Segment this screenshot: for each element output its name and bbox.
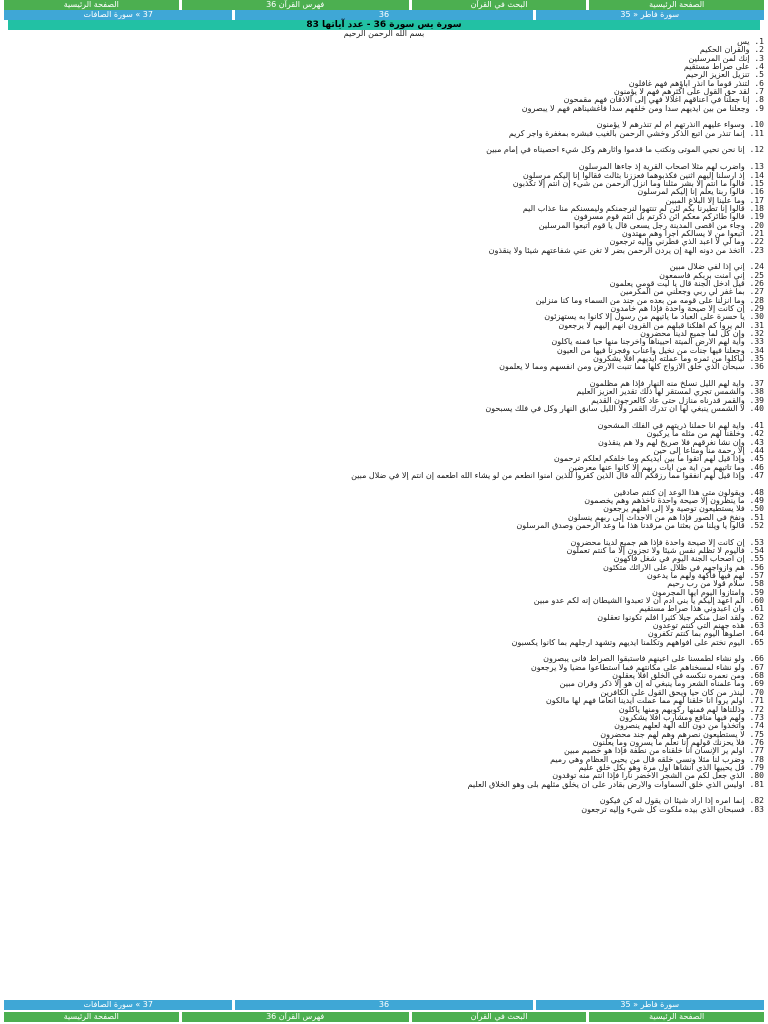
verse-6 [8, 80, 764, 88]
verse-text: قيل ادخل الجنة قال يا ليت قومي يعلمون [609, 279, 745, 288]
verse-text: قالوا طائركم معكم أئن ذكرتم بل أنتم قوم مسرفون [573, 213, 745, 222]
verse-text: فسبحان الذي بيده ملكوت كل شيء وإليه ترجعون [581, 805, 745, 814]
verse-text: فلا يستطيعون توصية ولا إلى أهلهم يرجعون [603, 505, 745, 514]
next-sura-name: سورة فاطر [640, 10, 680, 19]
verse-text: لا يستطيعون نصرهم وهم لهم جند محضرون [600, 730, 745, 739]
verse-text: اتبعوا من لا يسألكم أجرا وهم مهتدون [621, 229, 745, 238]
verse-5 [8, 71, 764, 79]
verse-number: 14. [744, 171, 764, 180]
verse-number: 1. [749, 38, 764, 46]
verse-71 [8, 697, 764, 705]
verse-text: وجعلنا من بين أيديهم سدا ومن خلفهم سدا فأغشيناهم فهم لا يبصرون [521, 104, 750, 113]
verse-27 [8, 288, 764, 296]
verse-73 [8, 714, 764, 722]
verse-10 [8, 121, 764, 129]
verse-number: 19. [744, 213, 764, 222]
current-sura-number: 36 [235, 10, 532, 20]
verse-number: 65. [744, 638, 764, 647]
verse-48 [8, 489, 764, 497]
sura-title: سورة يس سورة 36 - عدد آياتها 83 [8, 20, 760, 30]
verse-text: قالوا إنا تطيرنا بكم لئن لم تنتهوا لنرجمنكم وليمسنكم منا عذاب أليم [522, 204, 745, 213]
verse-64 [8, 630, 764, 638]
verse-number: 54. [744, 546, 764, 555]
verse-text: إني إذا لفي ضلال مبين [669, 263, 745, 272]
verse-number: 53. [744, 538, 764, 547]
search-quran-link-bottom[interactable]: البحث في القرآن [412, 1012, 587, 1022]
verse-text: والشمس تجري لمستقر لها ذلك تقدير العزيز العليم [576, 388, 745, 397]
verse-text: إني آمنت بربكم فاسمعون [659, 271, 745, 280]
home-link[interactable]: الصفحة الرئيسية [589, 0, 764, 10]
verse-text: لينذر من كان حيا ويحق القول على الكافرين [600, 688, 745, 697]
verse-53 [8, 539, 764, 547]
verse-text: وخلقنا لهم من مثله ما يركبون [646, 430, 745, 439]
verse-55 [8, 555, 764, 563]
verse-50 [8, 505, 764, 513]
verse-text: ألم أعهد إليكم يا بني آدم أن لا تعبدوا الشيطان إنه لكم عدو مبين [533, 597, 745, 606]
verse-45 [8, 455, 764, 463]
verse-text: فلا يحزنك قولهم إنا نعلم ما يسرون وما يعلنون [592, 738, 745, 747]
verse-58 [8, 580, 764, 588]
verse-number: 55. [744, 555, 764, 564]
verse-text: على صراط مستقيم [683, 63, 750, 72]
verse-number: 45. [744, 455, 764, 464]
verse-number: 50. [744, 505, 764, 514]
verse-number: 61. [744, 605, 764, 614]
top-nav-primary [4, 0, 764, 10]
verse-57 [8, 572, 764, 580]
verse-number: 29. [744, 305, 764, 313]
verse-24 [8, 263, 764, 271]
prev-sura-link[interactable] [4, 10, 232, 20]
verse-number: 17. [744, 196, 764, 205]
verse-28 [8, 297, 764, 305]
verse-text: وإذا قيل لهم اتقوا ما بين أيديكم وما خلفكم لعلكم ترحمون [553, 455, 745, 464]
verse-51 [8, 514, 764, 522]
verse-text: إلا رحمة منا ومتاعا إلى حين [653, 446, 745, 455]
verse-text: وامتازوا اليوم أيها المجرمون [652, 588, 745, 597]
verse-text: قل يحييها الذي أنشأها أول مرة وهو بكل خلق عليم [578, 763, 745, 772]
verse-text: وإذا قيل لهم أنفقوا مما رزقكم الله قال الذين كفروا للذين آمنوا أنطعم من لو يشاء الله أطعمه إن أنتم إلا في ضلال مبين [351, 471, 745, 480]
verse-text: وإن نشأ نغرقهم فلا صريخ لهم ولا هم ينقذون [598, 438, 745, 447]
verse-number: 71. [744, 697, 764, 706]
verse-text: ليأكلوا من ثمره وما عملته أيديهم أفلا يشكرون [593, 355, 745, 364]
next-sura-link[interactable] [536, 10, 764, 20]
verse-text: بما غفر لي ربي وجعلني من المكرمين [619, 288, 745, 297]
verse-35 [8, 355, 764, 363]
verse-number: 78. [744, 755, 764, 764]
verse-number: 68. [744, 672, 764, 681]
verse-number: 42. [744, 430, 764, 439]
verse-text: إنا نحن نحيي الموتى ونكتب ما قدموا وآثارهم وكل شيء أحصيناه في إمام مبين [486, 146, 745, 155]
verse-number: 37. [744, 380, 764, 389]
verse-number: 81. [744, 780, 764, 789]
verse-number: 12. [744, 146, 764, 155]
verse-78 [8, 756, 764, 764]
verse-text: الذي جعل لكم من الشجر الأخضر نارا فإذا أنتم منه توقدون [552, 772, 745, 781]
verse-number: 11. [744, 129, 764, 138]
verse-number: 4. [749, 63, 764, 72]
verse-text: يا حسرة على العباد ما يأتيهم من رسول إلا كانوا به يستهزئون [544, 313, 745, 322]
verse-26 [8, 280, 764, 288]
verse-11 [8, 130, 764, 147]
verse-12 [8, 146, 764, 163]
verse-69 [8, 680, 764, 688]
verse-text: وجعلنا فيها جنات من نخيل وأعناب وفجرنا فيها من العيون [556, 346, 745, 355]
quran-index-link-bottom[interactable] [182, 1012, 409, 1022]
verse-text: وجاء من أقصى المدينة رجل يسعى قال يا قوم اتبعوا المرسلين [538, 221, 745, 230]
verse-text: فاليوم لا تظلم نفس شيئا ولا تجزون إلا ما كنتم تعملون [566, 546, 745, 555]
verse-number: 44. [744, 446, 764, 455]
current-sura-number-bottom: 36 [235, 1000, 532, 1010]
verse-text: قالوا ربنا يعلم إنا إليكم لمرسلون [637, 188, 745, 197]
verse-number: 72. [744, 705, 764, 714]
verse-37 [8, 380, 764, 388]
verse-3 [8, 55, 764, 63]
verse-number: 10. [744, 121, 764, 130]
verse-number: 73. [744, 713, 764, 722]
prev-sura-name: سورة الصافات [83, 10, 133, 19]
verse-61 [8, 605, 764, 613]
verse-text: إذ أرسلنا إليهم اثنين فكذبوهما فعززنا بثالث فقالوا إنا إليكم مرسلون [522, 171, 745, 180]
quran-index-link[interactable] [182, 0, 409, 10]
bottom-nav-primary [4, 1012, 764, 1022]
verse-46 [8, 464, 764, 472]
verse-text: وذللناها لهم فمنها ركوبهم ومنها يأكلون [618, 705, 745, 714]
verse-text: ولو نشاء لمسخناهم على مكانتهم فما استطاعوا مضيا ولا يرجعون [530, 663, 745, 672]
verse-text: ويقولون متى هذا الوعد إن كنتم صادقين [613, 488, 745, 497]
verse-43 [8, 439, 764, 447]
verse-text: ومن نعمره ننكسه في الخلق أفلا يعقلون [612, 672, 745, 681]
verse-text: لا الشمس ينبغي لها أن تدرك القمر ولا الليل سابق النهار وكل في فلك يسبحون [485, 405, 745, 414]
verse-number: 27. [744, 288, 764, 297]
verse-text: أولم يروا أنا خلقنا لهم مما عملت أيدينا أنعاما فهم لها مالكون [545, 697, 745, 706]
verse-text: لهم فيها فاكهة ولهم ما يدعون [646, 572, 745, 580]
verse-number: 63. [744, 622, 764, 631]
verse-number: 15. [744, 179, 764, 188]
verse-number: 21. [744, 229, 764, 238]
verse-60 [8, 597, 764, 605]
verse-29 [8, 305, 764, 313]
verse-38 [8, 388, 764, 396]
verse-65 [8, 639, 764, 656]
verse-number: 52. [744, 521, 764, 530]
verse-text: أوليس الذي خلق السماوات والأرض بقادر على أن يخلق مثلهم بلى وهو الخلاق العليم [467, 780, 745, 789]
verse-62 [8, 614, 764, 622]
verse-text: لقد حق القول على أكثرهم فهم لا يؤمنون [613, 88, 750, 97]
prev-sura-name-bottom: سورة الصافات [83, 1000, 133, 1009]
verse-83 [8, 806, 764, 814]
verse-56 [8, 564, 764, 572]
verse-text: وما لي لا أعبد الذي فطرني وإليه ترجعون [609, 238, 745, 247]
verse-number: 48. [744, 488, 764, 497]
verse-number: 33. [744, 338, 764, 347]
verse-text: وما علينا إلا البلاغ المبين [665, 196, 745, 205]
verse-text: إنك لمن المرسلين [688, 54, 750, 63]
verse-number: 47. [744, 471, 764, 480]
prev-sura-link-bottom[interactable] [4, 1000, 232, 1010]
verse-text: إن كانت إلا صيحة واحدة فإذا هم خامدون [610, 305, 745, 313]
verse-number: 24. [744, 263, 764, 272]
verse-number: 3. [749, 54, 764, 63]
verse-70 [8, 689, 764, 697]
verse-80 [8, 772, 764, 780]
verse-21 [8, 230, 764, 238]
verse-text: ونفخ في الصور فإذا هم من الأجداث إلى ربهم ينسلون [567, 513, 745, 522]
verse-text: ما ينظرون إلا صيحة واحدة تأخذهم وهم يخصمون [584, 496, 745, 505]
verse-number: 62. [744, 613, 764, 622]
verse-text: إنما تنذر من اتبع الذكر وخشي الرحمن بالغيب فبشره بمغفرة وأجر كريم [508, 129, 745, 138]
verse-77 [8, 747, 764, 755]
verse-text: هم وأزواجهم في ظلال على الأرائك متكئون [603, 563, 745, 572]
verse-list [8, 38, 764, 814]
verse-22 [8, 238, 764, 246]
next-sura-number: « 35 [620, 10, 639, 19]
verse-text: أولم ير الإنسان أنا خلقناه من نطفة فإذا هو خصيم مبين [564, 747, 745, 756]
verse-19 [8, 213, 764, 221]
verse-number: 56. [744, 563, 764, 572]
verse-number: 79. [744, 763, 764, 772]
verse-number: 57. [744, 572, 764, 580]
verse-40 [8, 405, 764, 422]
verse-text: اصلوها اليوم بما كنتم تكفرون [647, 630, 745, 639]
verse-number: 32. [744, 330, 764, 339]
verse-52 [8, 522, 764, 539]
verse-number: 35. [744, 355, 764, 364]
verse-number: 16. [744, 188, 764, 197]
verse-number: 77. [744, 747, 764, 756]
verse-15 [8, 180, 764, 188]
verse-number: 38. [744, 388, 764, 397]
verse-8 [8, 96, 764, 104]
verse-text: والقرآن الحكيم [699, 46, 750, 55]
sura-number: 36 [266, 0, 277, 9]
verse-23 [8, 247, 764, 264]
verse-49 [8, 497, 764, 505]
verse-text: هذه جهنم التي كنتم توعدون [652, 622, 745, 631]
verse-number: 80. [744, 772, 764, 781]
verse-number: 59. [744, 588, 764, 597]
verse-39 [8, 397, 764, 405]
verse-number: 22. [744, 238, 764, 247]
verse-number: 30. [744, 313, 764, 322]
verse-13 [8, 163, 764, 171]
verse-34 [8, 347, 764, 355]
verse-text: وما تأتيهم من آية من آيات ربهم إلا كانوا عنها معرضين [568, 463, 745, 472]
verse-text: اليوم نختم على أفواههم وتكلمنا أيديهم وتشهد أرجلهم بما كانوا يكسبون [511, 638, 745, 647]
home-link-bottom[interactable]: الصفحة الرئيسية [589, 1012, 764, 1022]
verse-number: 41. [744, 421, 764, 430]
verse-42 [8, 430, 764, 438]
verse-text: قالوا يا ويلنا من بعثنا من مرقدنا هذا ما وعد الرحمن وصدق المرسلون [516, 521, 745, 530]
verse-number: 60. [744, 597, 764, 606]
verse-text: ولو نشاء لطمسنا على أعينهم فاستبقوا الصراط فأنى يبصرون [543, 655, 745, 664]
verse-text: وما أنزلنا على قومه من بعده من جند من السماء وما كنا منزلين [535, 296, 745, 305]
verse-text: ولهم فيها منافع ومشارب أفلا يشكرون [619, 713, 745, 722]
verse-text: وآية لهم الأرض الميتة أحييناها وأخرجنا منها حبا فمنه يأكلون [551, 338, 745, 347]
verse-number: 75. [744, 730, 764, 739]
verse-number: 82. [744, 797, 764, 806]
verse-number: 28. [744, 296, 764, 305]
verse-72 [8, 706, 764, 714]
verse-number: 67. [744, 663, 764, 672]
verse-number: 13. [744, 163, 764, 172]
verse-text: وما علمناه الشعر وما ينبغي له إن هو إلا ذكر وقرآن مبين [559, 680, 745, 689]
verse-1 [8, 38, 764, 46]
verse-67 [8, 664, 764, 672]
verse-text: قالوا ما أنتم إلا بشر مثلنا وما أنزل الرحمن من شيء إن أنتم إلا تكذبون [512, 179, 745, 188]
verse-number: 74. [744, 722, 764, 731]
verse-text: وآية لهم الليل نسلخ منه النهار فإذا هم مظلمون [589, 380, 745, 389]
verse-number: 40. [744, 405, 764, 414]
verse-number: 26. [744, 279, 764, 288]
verse-16 [8, 188, 764, 196]
verse-text: ألم يروا كم أهلكنا قبلهم من القرون أنهم إليهم لا يرجعون [558, 321, 745, 330]
verse-44 [8, 447, 764, 455]
verse-text: سلام قولا من رب رحيم [667, 580, 745, 589]
verse-59 [8, 589, 764, 597]
sura-number-bottom: 36 [266, 1012, 277, 1021]
verse-32 [8, 330, 764, 338]
verse-75 [8, 731, 764, 739]
home-link-right[interactable]: الصفحة الرئيسية [4, 0, 179, 10]
verse-number: 58. [744, 580, 764, 589]
verse-text: وآية لهم أنا حملنا ذريتهم في الفلك المشحون [597, 421, 745, 430]
verse-text: يس [737, 38, 750, 46]
verse-number: 25. [744, 271, 764, 280]
verse-number: 18. [744, 204, 764, 213]
verse-number: 64. [744, 630, 764, 639]
verse-76 [8, 739, 764, 747]
verse-number: 31. [744, 321, 764, 330]
verse-17 [8, 197, 764, 205]
verse-2 [8, 46, 764, 54]
verse-number: 51. [744, 513, 764, 522]
bottom-nav-sura [4, 1000, 764, 1010]
verse-text: إنا جعلنا في أعناقهم أغلالا فهي إلى الأذقان فهم مقمحون [563, 96, 750, 105]
next-sura-number-bottom: « 35 [620, 1000, 639, 1009]
verse-82 [8, 797, 764, 805]
verse-text: إنما أمره إذا أراد شيئا أن يقول له كن فيكون [599, 797, 745, 806]
verse-number: 69. [744, 680, 764, 689]
verse-text: وضرب لنا مثلا ونسي خلقه قال من يحيي العظام وهي رميم [550, 755, 745, 764]
verse-number: 83. [744, 805, 764, 814]
search-quran-link[interactable]: البحث في القرآن [412, 0, 587, 10]
verse-25 [8, 272, 764, 280]
prev-sura-number-bottom: 37 » [135, 1000, 153, 1009]
verse-text: لتنذر قوما ما أنذر آباؤهم فهم غافلون [628, 79, 750, 88]
verse-text: وأن اعبدوني هذا صراط مستقيم [639, 605, 745, 614]
verse-text: إن كانت إلا صيحة واحدة فإذا هم جميع لدينا محضرون [570, 538, 745, 547]
prev-sura-number: 37 » [135, 10, 153, 19]
verse-36 [8, 363, 764, 380]
verse-20 [8, 222, 764, 230]
verse-text: سبحان الذي خلق الأزواج كلها مما تنبت الأرض ومن أنفسهم ومما لا يعلمون [499, 363, 745, 372]
verse-4 [8, 63, 764, 71]
verse-text: ولقد أضل منكم جبلا كثيرا أفلم تكونوا تعقلون [597, 613, 745, 622]
verse-number: 7. [749, 88, 764, 97]
verse-68 [8, 672, 764, 680]
verse-text: واضرب لهم مثلا أصحاب القرية إذ جاءها المرسلون [578, 163, 745, 172]
verse-9 [8, 105, 764, 122]
verse-text: والقمر قدرناه منازل حتى عاد كالعرجون القديم [591, 396, 745, 405]
verse-number: 76. [744, 738, 764, 747]
verse-30 [8, 313, 764, 321]
verse-number: 5. [749, 71, 764, 80]
verse-text: أأتخذ من دونه آلهة إن يردن الرحمن بضر لا تغن عني شفاعتهم شيئا ولا ينقذون [488, 246, 745, 255]
verse-81 [8, 781, 764, 798]
verse-text: واتخذوا من دون الله آلهة لعلهم ينصرون [614, 722, 745, 731]
verse-number: 70. [744, 688, 764, 697]
verse-14 [8, 172, 764, 180]
verse-66 [8, 655, 764, 663]
verse-number: 9. [749, 104, 764, 113]
quran-index-label-bottom: فهرس القرآن [278, 1012, 325, 1021]
verse-number: 8. [749, 96, 764, 105]
verse-number: 6. [749, 79, 764, 88]
top-nav-sura [4, 10, 764, 20]
verse-number: 39. [744, 396, 764, 405]
verse-number: 23. [744, 246, 764, 255]
verse-74 [8, 722, 764, 730]
verse-41 [8, 422, 764, 430]
verse-18 [8, 205, 764, 213]
verse-63 [8, 622, 764, 630]
verse-79 [8, 764, 764, 772]
verse-33 [8, 338, 764, 346]
verse-31 [8, 322, 764, 330]
quran-index-label: فهرس القرآن [278, 0, 325, 9]
basmala: بسم الله الرحمن الرحيم [343, 29, 425, 38]
verse-47 [8, 472, 764, 489]
verse-text: وإن كل لما جميع لدينا محضرون [640, 330, 745, 339]
verse-text: إن أصحاب الجنة اليوم في شغل فاكهون [613, 555, 745, 564]
next-sura-name-bottom: سورة فاطر [640, 1000, 680, 1009]
verse-text: وسواء عليهم أأنذرتهم أم لم تنذرهم لا يؤمنون [596, 121, 745, 130]
verse-number: 34. [744, 346, 764, 355]
verse-number: 46. [744, 463, 764, 472]
verse-number: 66. [744, 655, 764, 664]
next-sura-link-bottom[interactable] [536, 1000, 764, 1010]
verse-number: 2. [749, 46, 764, 55]
verse-number: 20. [744, 221, 764, 230]
verse-number: 49. [744, 496, 764, 505]
verse-7 [8, 88, 764, 96]
home-link-right-bottom[interactable]: الصفحة الرئيسية [4, 1012, 179, 1022]
verse-text: تنزيل العزيز الرحيم [685, 71, 750, 80]
verse-54 [8, 547, 764, 555]
verse-number: 43. [744, 438, 764, 447]
verse-number: 36. [744, 363, 764, 372]
